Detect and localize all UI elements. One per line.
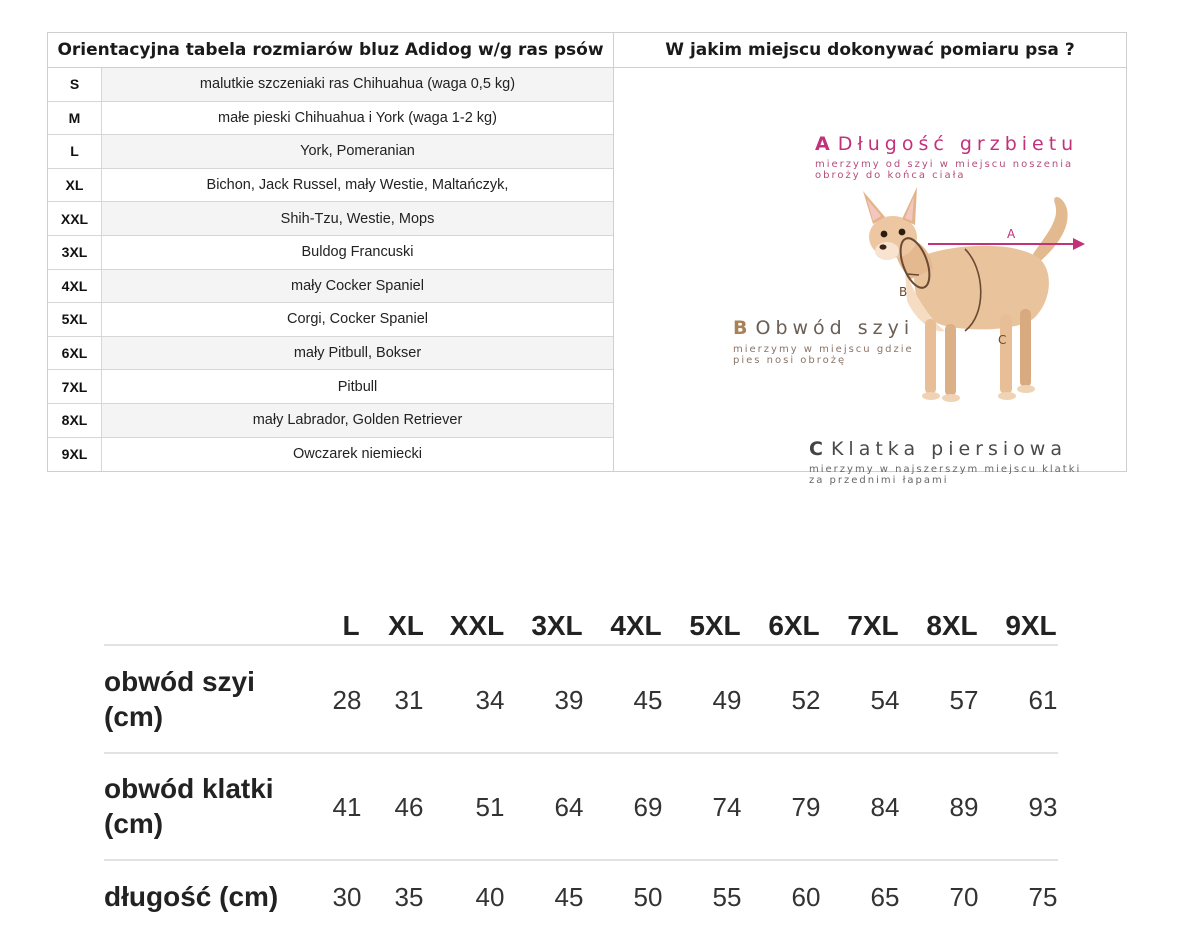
table-cell: 52 <box>791 685 821 715</box>
dog-eye <box>899 229 906 236</box>
table-row <box>48 102 613 136</box>
label-b-text: Obwód szyi <box>755 317 915 339</box>
label-a-letter: A <box>815 133 830 155</box>
table-cell: 64 <box>554 792 584 822</box>
column-header: 3XL <box>531 610 583 641</box>
size-cell: 8XL <box>48 404 102 437</box>
label-c-text: Klatka piersiowa <box>830 438 1067 460</box>
breed-cell: Bichon, Jack Russel, mały Westie, Maltańczyk, <box>206 177 509 194</box>
table-cell: 35 <box>394 882 424 912</box>
measurement-illustration <box>615 69 1127 486</box>
breed-cell: mały Labrador, Golden Retriever <box>102 404 613 437</box>
row-label-chest <box>104 771 274 841</box>
size-cell: M <box>48 102 102 135</box>
table-cell: 75 <box>1028 882 1058 912</box>
dog-eye <box>881 231 888 238</box>
column-header: XXL <box>449 610 505 641</box>
column-header: 8XL <box>926 610 978 641</box>
breed-size-table <box>47 32 1127 486</box>
table-cell: 57 <box>949 685 979 715</box>
table-cell: 84 <box>870 792 900 822</box>
breed-cell: mały Cocker Spaniel <box>102 270 613 303</box>
table-row <box>48 169 613 203</box>
table-cell: 61 <box>1028 685 1058 715</box>
table-cell: 49 <box>712 685 742 715</box>
size-cell: S <box>48 68 102 101</box>
row-label-line1: długość (cm) <box>104 881 279 912</box>
label-a-title <box>815 133 1078 155</box>
table-row <box>48 68 613 102</box>
row-label-line2: (cm) <box>104 701 164 732</box>
breed-cell: Pitbull <box>337 378 378 395</box>
size-cell: 3XL <box>48 236 102 269</box>
breed-cell: Shih-Tzu, Westie, Mops <box>102 202 613 235</box>
table-cell: 28 <box>332 685 362 715</box>
dog-paw <box>922 392 940 400</box>
dog-leg-back-right <box>1020 309 1031 387</box>
dog-muzzle <box>875 242 899 260</box>
table-cell: 60 <box>791 882 821 912</box>
row-divider <box>104 859 1058 861</box>
label-b-title <box>733 317 914 339</box>
size-cell: 5XL <box>48 303 102 336</box>
label-b-sub-line1: mierzymy w miejscu gdzie <box>733 344 914 355</box>
table-cell: 45 <box>633 685 663 715</box>
dog-tail <box>1033 197 1068 264</box>
table-row <box>48 438 613 472</box>
label-c-title <box>809 438 1067 460</box>
table-cell: 45 <box>554 882 584 912</box>
marker-a: A <box>1007 227 1016 241</box>
size-cell: XXL <box>48 202 102 235</box>
dog-paw <box>1017 385 1035 393</box>
row-label-line1: obwód klatki <box>104 773 274 804</box>
table-row <box>48 370 613 404</box>
size-cell: XL <box>48 169 102 202</box>
breed-table-header: Orientacyjna tabela rozmiarów bluz Adidog w/g ras psów <box>48 33 614 68</box>
dog-leg-back-left <box>1000 314 1012 394</box>
label-c-sub <box>809 464 1081 486</box>
table-cell: 46 <box>394 792 424 822</box>
table-cell: 41 <box>332 792 362 822</box>
size-cell: 7XL <box>48 370 102 403</box>
chihuahua-illustration <box>615 69 1127 471</box>
row-label-line1: obwód szyi <box>104 666 255 697</box>
label-a-sub <box>815 159 1073 181</box>
breed-cell: małe pieski Chihuahua i York (waga 1-2 kg) <box>218 109 497 126</box>
table-cell: 30 <box>332 882 362 912</box>
size-cell: 4XL <box>48 270 102 303</box>
row-label-neck <box>104 664 255 734</box>
column-header: 6XL <box>768 610 820 641</box>
table-cell: 54 <box>870 685 900 715</box>
column-header: XL <box>388 610 424 641</box>
table-row <box>48 270 613 304</box>
column-header: 9XL <box>1005 610 1057 641</box>
table-cell: 51 <box>475 792 505 822</box>
label-a-sub-line2: obroży do końca ciała <box>815 170 966 181</box>
table-cell: 40 <box>475 882 505 912</box>
table-row <box>48 404 613 438</box>
marker-b: B <box>899 285 908 299</box>
row-label-length <box>104 879 278 914</box>
breed-cell: Owczarek niemiecki <box>293 446 422 463</box>
label-a-sub-line1: mierzymy od szyi w miejscu noszenia <box>815 159 1074 170</box>
breed-cell: Buldog Francuski <box>301 244 414 261</box>
size-cell: L <box>48 135 102 168</box>
table-cell: 69 <box>633 792 663 822</box>
table-row <box>48 135 613 169</box>
label-b-sub-line2: pies nosi obrożę <box>733 355 847 366</box>
size-cell: 6XL <box>48 337 102 370</box>
row-divider <box>104 644 1058 646</box>
table-cell: 39 <box>554 685 584 715</box>
label-c-letter: C <box>809 438 823 460</box>
row-divider <box>104 752 1058 754</box>
dog-paw <box>942 394 960 402</box>
table-cell: 93 <box>1028 792 1058 822</box>
table-cell: 70 <box>949 882 979 912</box>
table-row <box>48 236 613 270</box>
table-row <box>48 337 613 371</box>
table-cell: 65 <box>870 882 900 912</box>
label-c-sub-line2: za przednimi łapami <box>809 475 949 486</box>
breed-cell: mały Pitbull, Bokser <box>102 337 613 370</box>
breed-cell: malutkie szczeniaki ras Chihuahua (waga 0,5 kg) <box>102 68 613 101</box>
breed-cell: York, Pomeranian <box>102 135 613 168</box>
table-cell: 31 <box>394 685 424 715</box>
table-cell: 89 <box>949 792 979 822</box>
table-cell: 74 <box>712 792 742 822</box>
marker-c: C <box>998 333 1007 347</box>
row-label-line2: (cm) <box>104 808 164 839</box>
column-header: 5XL <box>689 610 741 641</box>
breed-table-rows <box>48 68 614 471</box>
column-header: L <box>342 610 360 641</box>
table-row <box>48 303 613 337</box>
column-header: 7XL <box>847 610 899 641</box>
dog-leg-front-right <box>945 324 956 396</box>
label-c-sub-line1: mierzymy w najszerszym miejscu klatki <box>809 464 1082 475</box>
dog-leg-front-left <box>925 319 936 394</box>
table-cell: 55 <box>712 882 742 912</box>
table-cell: 79 <box>791 792 821 822</box>
label-a-text: Długość grzbietu <box>837 133 1079 155</box>
breed-cell: Corgi, Cocker Spaniel <box>286 311 429 328</box>
dog-nose <box>880 244 887 249</box>
label-b-letter: B <box>733 317 748 339</box>
measure-guide-header: W jakim miejscu dokonywać pomiaru psa ? <box>614 33 1126 68</box>
size-cell: 9XL <box>48 438 102 472</box>
dog-paw <box>998 392 1016 400</box>
table-row <box>48 202 613 236</box>
table-cell: 50 <box>633 882 663 912</box>
table-cell: 34 <box>475 685 505 715</box>
column-header: 4XL <box>610 610 662 641</box>
label-b-sub <box>733 344 914 366</box>
